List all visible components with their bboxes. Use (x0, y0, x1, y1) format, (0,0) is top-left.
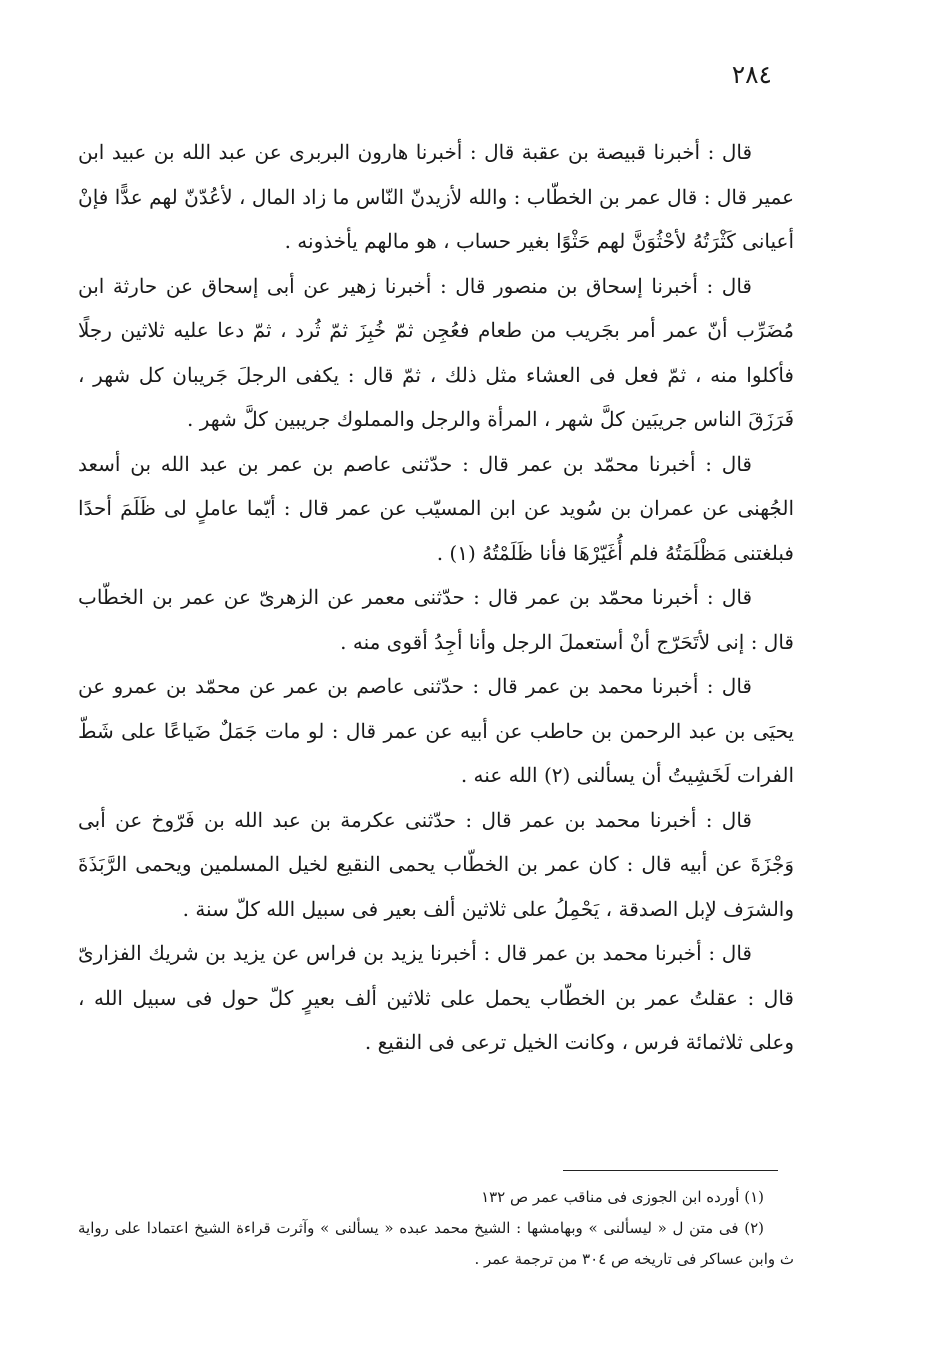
footnote-divider (563, 1170, 778, 1171)
paragraph-4: قال : أخبرنا محمّد بن عمر قال : حدّثنى معمر عن الزهرىّ عن عمر بن الخطّاب قال : إنى لأتَحَرّج أنْ أستعملَ الرجل وأنا أجِدُ أقوى منه . (78, 585, 794, 654)
footnotes (78, 1182, 794, 1275)
footnote-2: (٢) فى متن ل « ليسألنى » وبهامشها : الشيخ محمد عبده « يسألنى » وآثرت قراءة الشيخ اعتمادا على رواية ث وابن عساكر فى تاريخه ص ٣٠٤ من ترجمة عمر . (78, 1219, 794, 1268)
paragraph-5: قال : أخبرنا محمد بن عمر قال : حدّثنى عاصم بن عمر عن محمّد بن عمرو عن يحيَى بن عبد الرحمن بن حاطب عن أبيه عن عمر قال : لو مات جَمَلٌ ضَياعًا على شَطّ الفرات لَخَشِيتُ أن يسألنى (٢) الله عنه . (78, 674, 794, 787)
footnote-1: (١) أورده ابن الجوزى فى مناقب عمر ص ١٣٢ (481, 1188, 764, 1206)
paragraph-6: قال : أخبرنا محمد بن عمر قال : حدّثنى عكرمة بن عبد الله بن فَرّوخ عن أبى وَجْزَةَ عن أبيه قال : كان عمر بن الخطّاب يحمى النقيع لخيل المسلمين ويحمى الرَّبَذَةَ والشرَف لإبل الصدقة ، يَحْمِلُ على ثلاثين ألف بعير فى سبيل الله كلّ سنة . (78, 807, 794, 921)
paragraph-3: قال : أخبرنا محمّد بن عمر قال : حدّثنى عاصم بن عمر بن عبد الله بن أسعد الجُهنى عن عمران بن سُويد عن ابن المسيّب عن عمر قال : أيّما عاملٍ لى ظَلَمَ أحدًا فبلغتنى مَظْلَمَتُهُ فلم أُغَيّرْهَا فأنا ظَلَمْتُهُ (١) . (78, 451, 794, 565)
paragraph-7: قال : أخبرنا محمد بن عمر قال : أخبرنا يزيد بن فراس عن يزيد بن شريك الفزارىّ قال : عقلتُ عمر بن الخطّاب يحمل على ثلاثين ألف بعيرٍ كلّ حول فى سبيل الله ، وعلى ثلاثمائة فرس ، وكانت الخيل ترعى فى النقيع . (78, 941, 794, 1054)
paragraph-2: قال : أخبرنا إسحاق بن منصور قال : أخبرنا زهير عن أبى إسحاق عن حارثة ابن مُضَرِّب أنّ عمر أمر بجَريب من طعام فعُجِن ثمّ خُبِزَ ثمّ ثُرد ، ثمّ دعا عليه ثلاثين رجلًا فأكلوا منه ، ثمّ فعل فى العشاء مثل ذلك ، ثمّ قال : يكفى الرجلَ جَريبان كل شهر ، فَرَزَقَ الناس جريبَين كلَّ شهر ، المرأة والرجل والمملوك جريبين كلَّ شهر . (78, 273, 795, 431)
main-text (78, 130, 794, 1065)
paragraph-1: قال : أخبرنا قبيصة بن عقبة قال : أخبرنا هارون البربرى عن عبد الله بن عبيد ابن عمير قال : قال عمر بن الخطّاب : والله لأزيدنّ النّاس ما زاد المال ، لأعُدّنّ لهم عدًّا فإنْ أعيانى كَثْرَتُهُ لأحْثُوَنَّ لهم حَثْوًا بغير حساب ، هو مالهم يأخذونه . (78, 140, 794, 253)
page-number: ٢٨٤ (731, 60, 772, 89)
